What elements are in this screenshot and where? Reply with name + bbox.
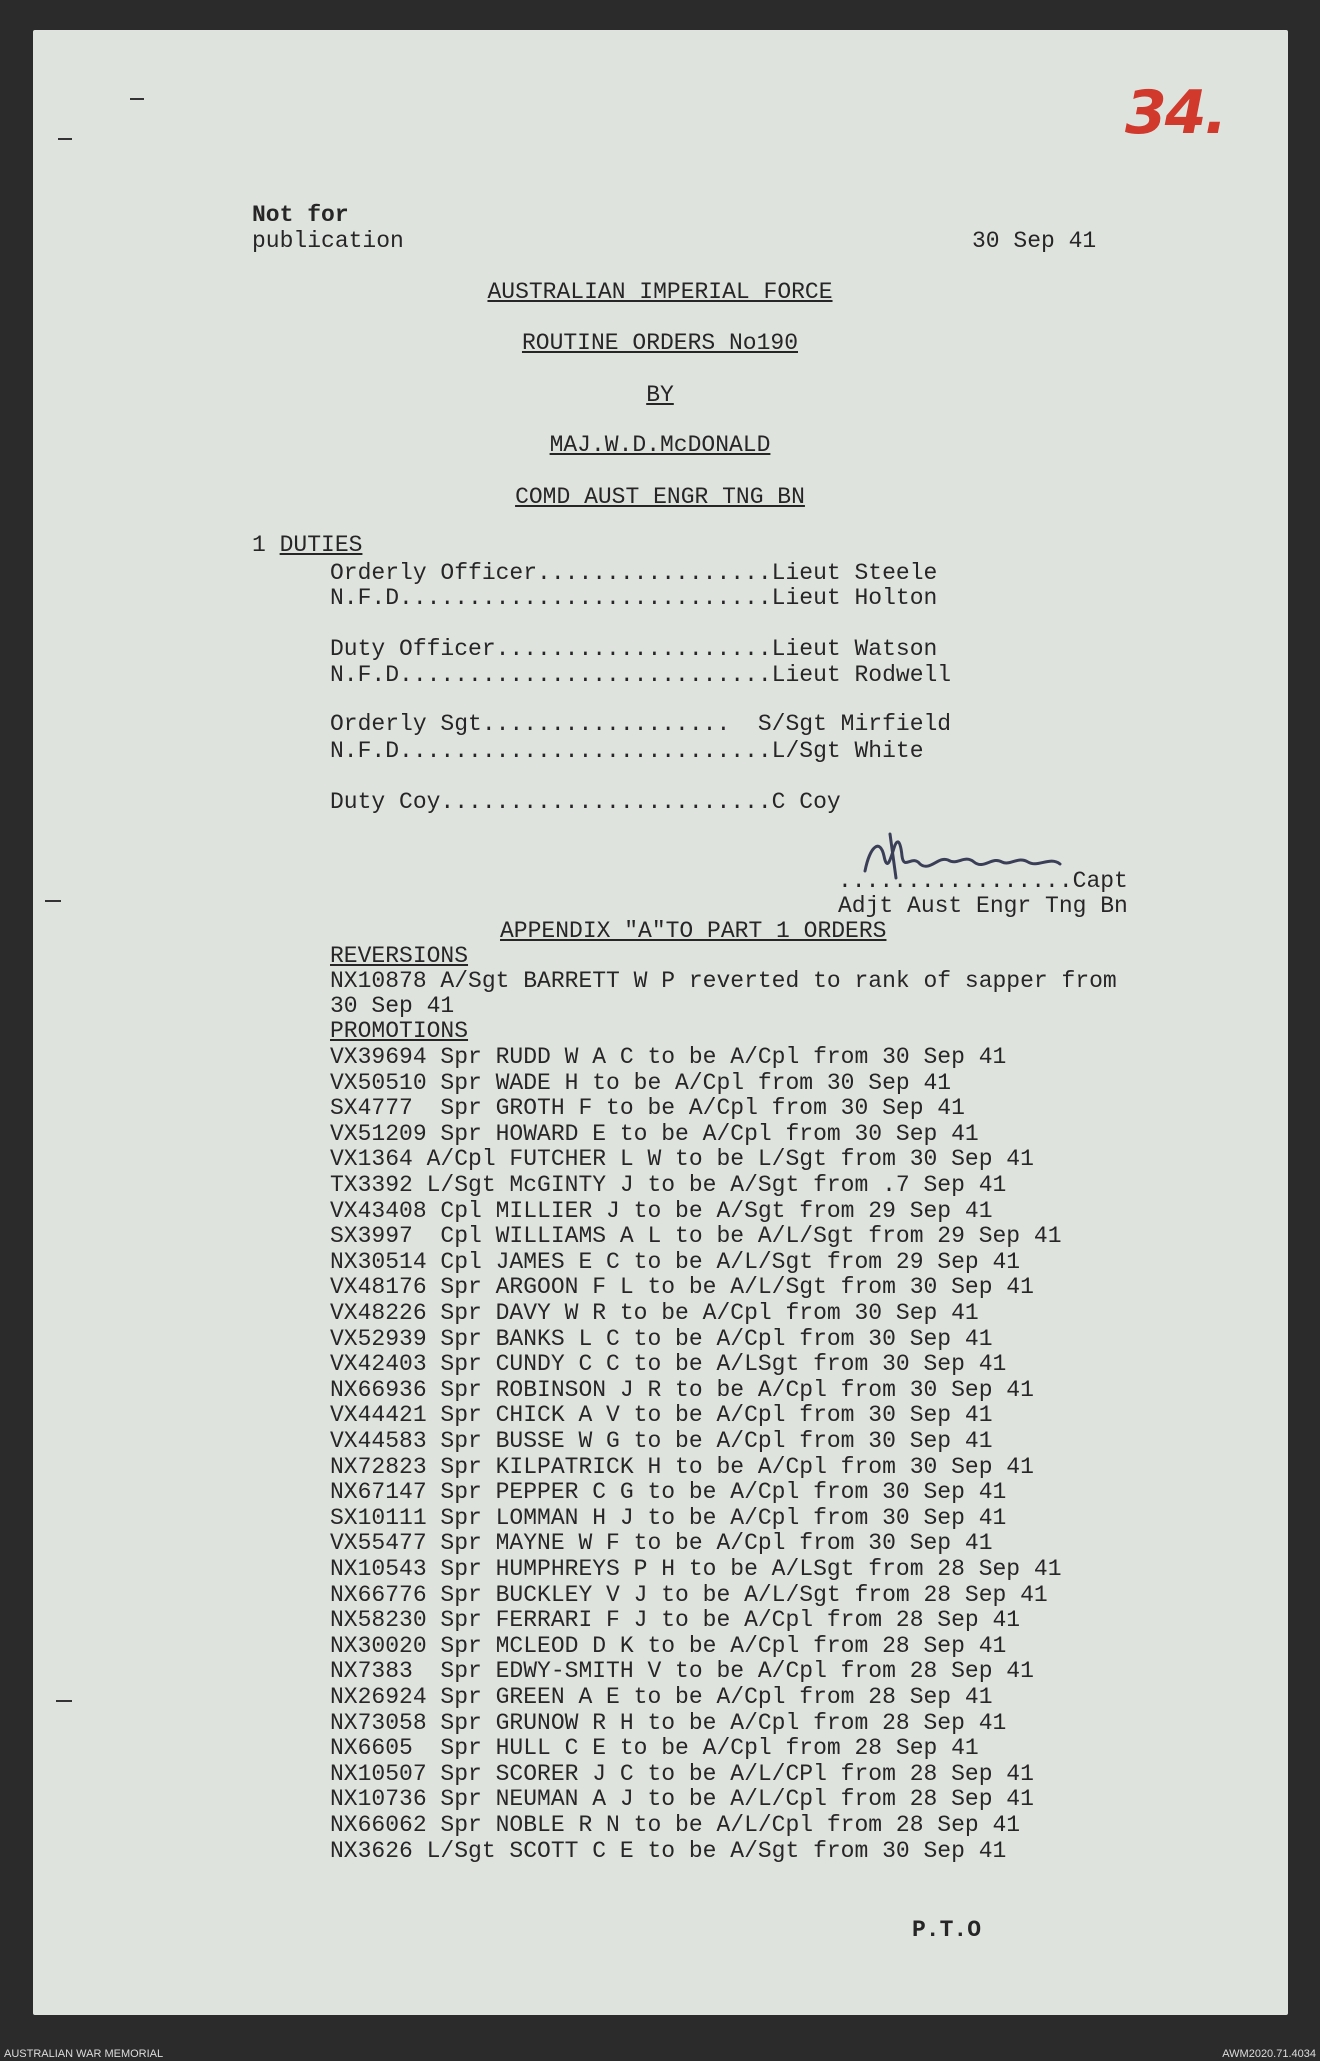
promotion-line: VX1364 A/Cpl FUTCHER L W to be L/Sgt from 30 Sep 41	[330, 1146, 1034, 1173]
reversion-line: NX10878 A/Sgt BARRETT W P reverted to rank of sapper from	[330, 968, 1117, 994]
not-for-publication-line1: Not for	[252, 202, 349, 228]
title-unit: COMD AUST ENGR TNG BN	[515, 484, 805, 510]
pto-mark: P.T.O	[912, 1917, 982, 1943]
promotion-line: VX44583 Spr BUSSE W G to be A/Cpl from 30 Sep 41	[330, 1428, 993, 1454]
promotion-line: NX66062 Spr NOBLE R N to be A/L/Cpl from 28 Sep 41	[330, 1812, 1021, 1838]
title-routine-orders: ROUTINE ORDERS No190	[521, 330, 799, 356]
signature-title: Adjt Aust Engr Tng Bn	[838, 893, 1128, 919]
title-by: BY	[646, 382, 674, 408]
duties-heading: 1 DUTIES	[252, 532, 363, 558]
promotion-line: VX43408 Cpl MILLIER J to be A/Sgt from 29 Sep 41	[330, 1197, 993, 1224]
promotion-line: VX44421 Spr CHICK A V to be A/Cpl from 30 Sep 41	[330, 1402, 993, 1429]
margin-mark	[58, 138, 72, 140]
promotion-line: NX67147 Spr PEPPER C G to be A/Cpl from 30 Sep 41	[330, 1479, 1007, 1506]
promotion-line: VX50510 Spr WADE H to be A/Cpl from 30 Sep 41	[330, 1069, 952, 1096]
promotion-line: VX42403 Spr CUNDY C C to be A/LSgt from 30 Sep 41	[330, 1351, 1007, 1378]
promotions-heading: PROMOTIONS	[330, 1018, 469, 1044]
promotion-line: VX48176 Spr ARGOON F L to be A/L/Sgt from 30 Sep 41	[330, 1274, 1034, 1301]
promotion-line: NX10543 Spr HUMPHREYS P H to be A/LSgt from 28 Sep 41	[330, 1556, 1062, 1582]
duty-line: Orderly Officer.................Lieut Steele	[330, 560, 938, 586]
duty-line: N.F.D...........................L/Sgt White	[330, 738, 924, 764]
reversion-line: 30 Sep 41	[330, 993, 455, 1019]
promotion-line: NX7383 Spr EDWY-SMITH V to be A/Cpl from 28 Sep 41	[330, 1658, 1034, 1685]
duties-heading-text: DUTIES	[279, 532, 363, 558]
promotion-line: SX3997 Cpl WILLIAMS A L to be A/L/Sgt from 29 Sep 41	[330, 1223, 1062, 1250]
promotion-line: VX48226 Spr DAVY W R to be A/Cpl from 30 Sep 41	[330, 1300, 979, 1326]
duty-line: Duty Officer....................Lieut Watson	[330, 636, 938, 662]
promotion-line: NX58230 Spr FERRARI F J to be A/Cpl from 28 Sep 41	[330, 1607, 1021, 1634]
promotion-line: NX72823 Spr KILPATRICK H to be A/Cpl from 30 Sep 41	[330, 1453, 1034, 1480]
title-commander: MAJ.W.D.McDONALD	[549, 432, 771, 458]
duty-line: N.F.D...........................Lieut Rodwell	[330, 662, 952, 688]
signature-line: .................Capt	[838, 868, 1128, 894]
not-for-publication-line2: publication	[252, 228, 404, 254]
document-date: 30 Sep 41	[972, 228, 1097, 254]
duty-line: N.F.D...........................Lieut Holton	[330, 585, 938, 611]
footer-right: AWM2020.71.4034	[1222, 2048, 1316, 2060]
promotion-line: NX10507 Spr SCORER J C to be A/L/CPl from 28 Sep 41	[330, 1760, 1034, 1787]
promotion-line: NX66776 Spr BUCKLEY V J to be A/L/Sgt from 28 Sep 41	[330, 1581, 1048, 1608]
promotion-line: NX30020 Spr MCLEOD D K to be A/Cpl from 28 Sep 41	[330, 1632, 1007, 1659]
promotion-line: NX3626 L/Sgt SCOTT C E to be A/Sgt from 30 Sep 41	[330, 1837, 1007, 1864]
folio-number: 34.	[1125, 78, 1226, 148]
margin-mark	[45, 900, 61, 902]
reversions-heading: REVERSIONS	[330, 943, 469, 969]
promotion-line: SX4777 Spr GROTH F to be A/Cpl from 30 Sep 41	[330, 1095, 965, 1122]
duty-line: Orderly Sgt.................. S/Sgt Mirfield	[330, 711, 952, 737]
promotion-line: NX66936 Spr ROBINSON J R to be A/Cpl from 30 Sep 41	[330, 1376, 1034, 1403]
promotion-line: NX6605 Spr HULL C E to be A/Cpl from 28 Sep 41	[330, 1735, 979, 1762]
promotion-line: NX26924 Spr GREEN A E to be A/Cpl from 28 Sep 41	[330, 1684, 993, 1710]
promotion-line: VX52939 Spr BANKS L C to be A/Cpl from 30 Sep 41	[330, 1325, 993, 1352]
margin-mark	[56, 1700, 72, 1702]
appendix-heading: APPENDIX "A"TO PART 1 ORDERS	[500, 918, 887, 944]
promotion-line: TX3392 L/Sgt McGINTY J to be A/Sgt from .7 Sep 41	[330, 1172, 1007, 1198]
title-force: AUSTRALIAN IMPERIAL FORCE	[487, 279, 833, 305]
promotion-line: VX51209 Spr HOWARD E to be A/Cpl from 30 Sep 41	[330, 1120, 979, 1147]
promotion-line: NX30514 Cpl JAMES E C to be A/L/Sgt from 29 Sep 41	[330, 1248, 1021, 1275]
promotion-line: VX39694 Spr RUDD W A C to be A/Cpl from 30 Sep 41	[330, 1044, 1007, 1070]
promotion-line: VX55477 Spr MAYNE W F to be A/Cpl from 30 Sep 41	[330, 1530, 993, 1557]
promotion-line: NX73058 Spr GRUNOW R H to be A/Cpl from 28 Sep 41	[330, 1709, 1007, 1736]
duty-line: Duty Coy........................C Coy	[330, 789, 841, 815]
margin-mark	[130, 98, 144, 100]
promotion-line: NX10736 Spr NEUMAN A J to be A/L/Cpl from 28 Sep 41	[330, 1786, 1034, 1813]
promotion-line: SX10111 Spr LOMMAN H J to be A/Cpl from 30 Sep 41	[330, 1504, 1007, 1531]
footer-left: AUSTRALIAN WAR MEMORIAL	[4, 2048, 164, 2060]
